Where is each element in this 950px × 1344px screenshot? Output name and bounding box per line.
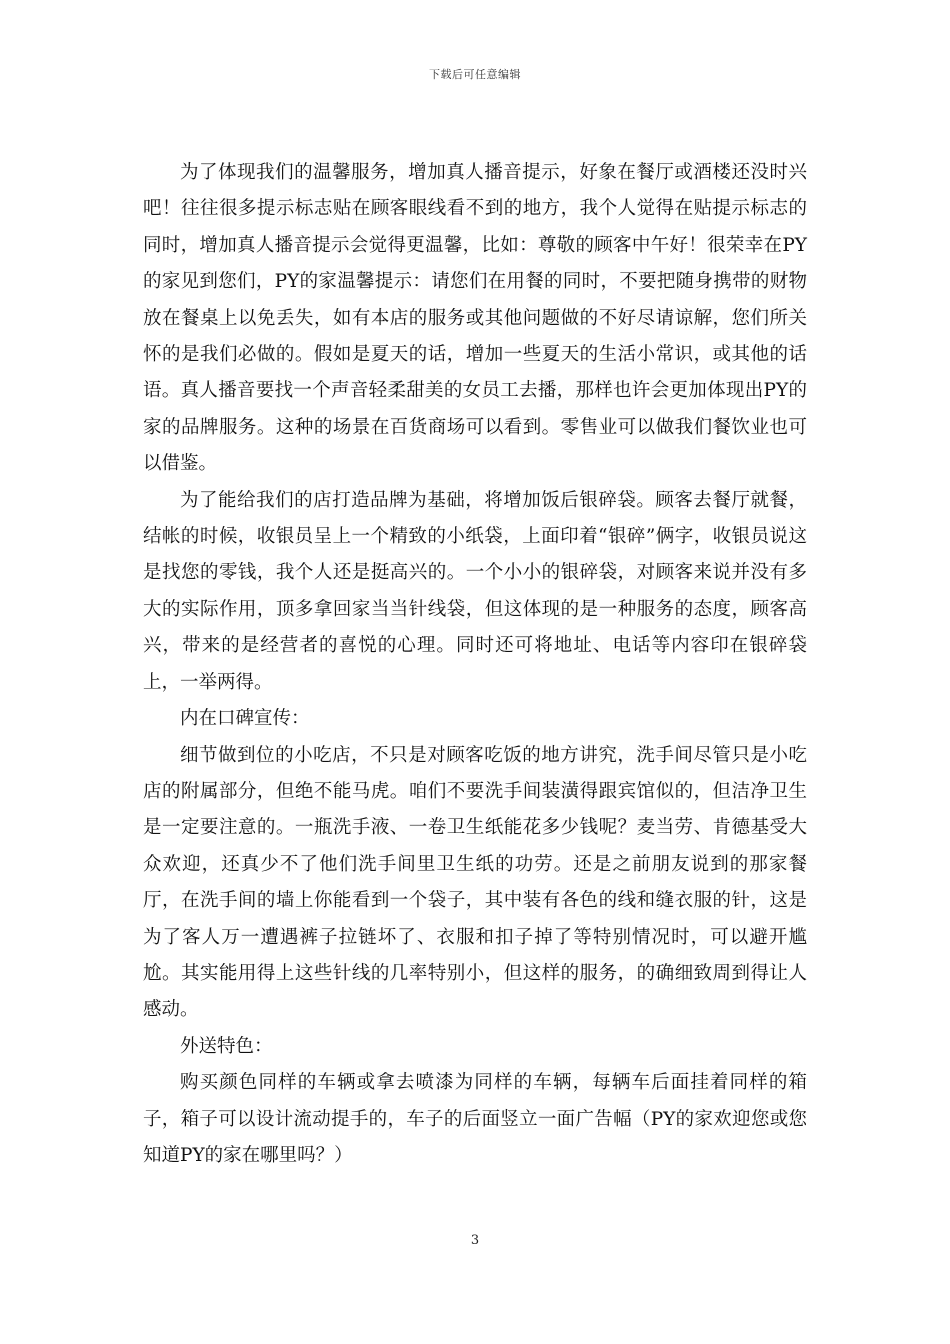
paragraph-delivery-vehicles: 购买颜色同样的车辆或拿去喷漆为同样的车辆，每辆车后面挂着同样的箱子，箱子可以设计流动提手的，车子的后面竖立一面广告幅（PY的家欢迎您或您知道PY的家在哪里吗？） [143,1072,807,1166]
paragraph-voice-broadcast: 为了体现我们的温馨服务，增加真人播音提示，好象在餐厅或酒楼还没时兴吧！往往很多提示标志贴在顾客眼线看不到的地方，我个人觉得在贴提示标志的同时，增加真人播音提示会觉得更温馨，比如：尊敬的顾客中午好！很荣幸在PY的家见到您们，PY的家温馨提示：请您们在用餐的同时，不要把随身携带的财物放在餐桌上以免丢失，如有本店的服务或其他问题做的不好尽请谅解，您们所关怀的是我们必做的。假如是夏天的话，增加一些夏天的生活小常识，或其他的话语。真人播音要找一个声音轻柔甜美的女员工去播，那样也许会更加体现出PY的家的品牌服务。这种的场景在百货商场可以看到。零售业可以做我们餐饮业也可以借鉴。 [143,162,807,475]
page-header: 下载后可任意编辑 [429,68,521,81]
section-heading-word-of-mouth: 内在口碑宣传： [180,708,310,730]
section-heading-delivery: 外送特色： [180,1035,273,1057]
paragraph-silver-change-bag: 为了能给我们的店打造品牌为基础，将增加饭后银碎袋。顾客去餐厅就餐，结帐的时候，收银员呈上一个精致的小纸袋，上面印着“银碎”俩字，收银员说这是找您的零钱，我个人还是挺高兴的。一个小小的银碎袋，对顾客来说并没有多大的实际作用，顶多拿回家当当针线袋，但这体现的是一种服务的态度，顾客高兴，带来的是经营者的喜悦的心理。同时还可将地址、电话等内容印在银碎袋上，一举两得。 [143,489,807,693]
paragraph-restroom-details: 细节做到位的小吃店，不只是对顾客吃饭的地方讲究，洗手间尽管只是小吃店的附属部分，但绝不能马虎。咱们不要洗手间装潢得跟宾馆似的，但洁净卫生是一定要注意的。一瓶洗手液、一卷卫生纸能花多少钱呢？麦当劳、肯德基受大众欢迎，还真少不了他们洗手间里卫生纸的功劳。还是之前朋友说到的那家餐厅，在洗手间的墙上你能看到一个袋子，其中装有各色的线和缝衣服的针，这是为了客人万一遭遇裤子拉链坏了、衣服和扣子掉了等特别情况时，可以避开尴尬。其实能用得上这些针线的几率特别小，但这样的服务，的确细致周到得让人感动。 [143,744,807,1021]
page-number: 3 [470,1233,480,1248]
document-body [143,155,807,1174]
